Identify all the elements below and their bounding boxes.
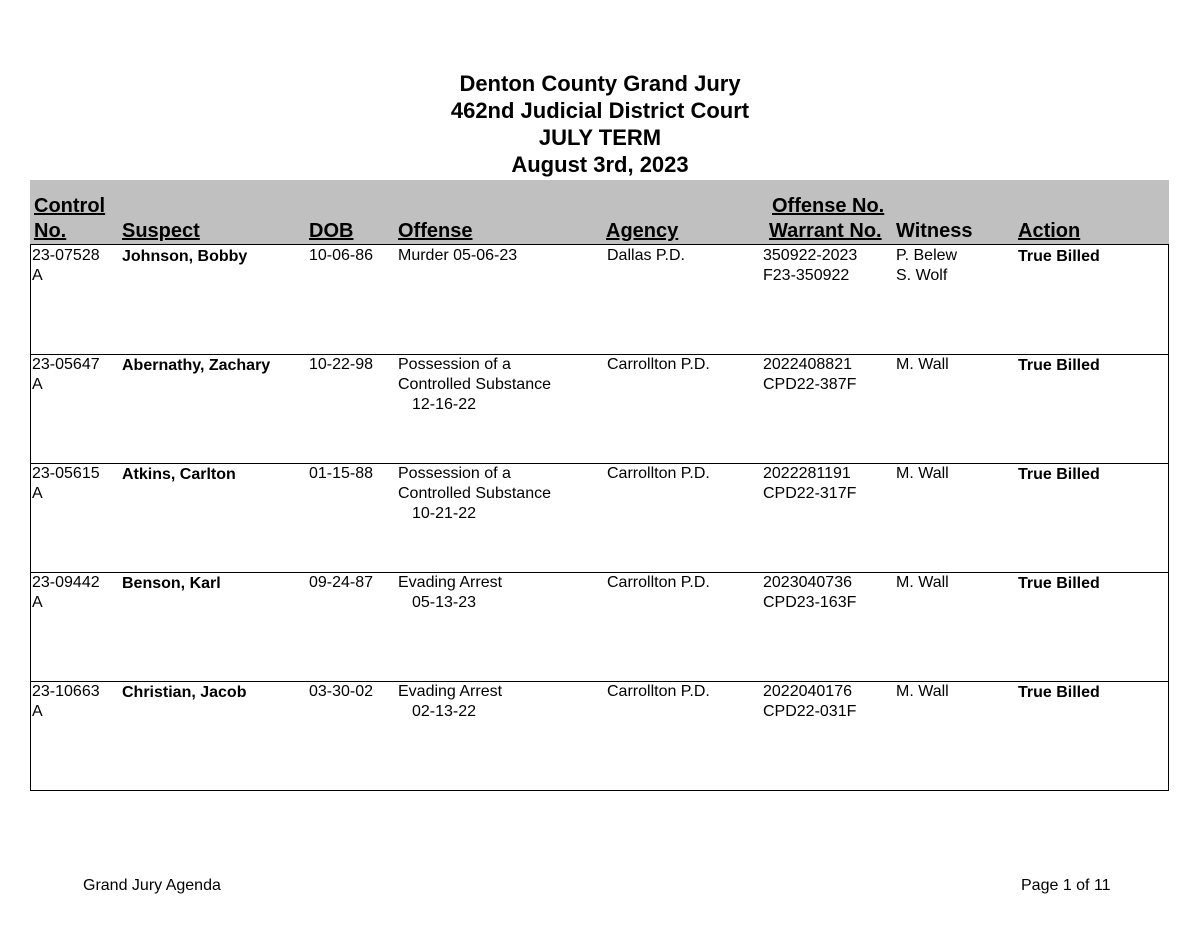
control-number: 23-05647 [32, 356, 100, 373]
dob: 10-06-86 [309, 247, 374, 264]
offense-date: 10-21-22 [412, 505, 477, 522]
control-number: 23-10663 [32, 683, 100, 700]
offense-line1: Evading Arrest [398, 574, 503, 591]
action: True Billed [1018, 466, 1100, 483]
action: True Billed [1018, 357, 1100, 374]
agency: Carrollton P.D. [607, 574, 710, 591]
page-number: Page 1 of 11 [1021, 877, 1111, 894]
action: True Billed [1018, 575, 1100, 592]
action: True Billed [1018, 248, 1100, 265]
agency: Carrollton P.D. [607, 683, 710, 700]
witness: M. Wall [896, 465, 949, 482]
title-court: 462nd Judicial District Court [450, 98, 750, 123]
witness: M. Wall [896, 356, 949, 373]
offense-line1: Evading Arrest [398, 683, 503, 700]
suspect-name: Christian, Jacob [122, 684, 247, 701]
offense-number: 2022408821 [763, 356, 852, 373]
warrant-number: CPD22-387F [763, 376, 857, 393]
offense-number: 350922-2023 [763, 247, 858, 264]
offense-number: 2022281191 [763, 465, 851, 482]
control-suffix: A [32, 594, 43, 611]
suspect-name: Abernathy, Zachary [122, 357, 271, 374]
control-number: 23-09442 [32, 574, 100, 591]
control-suffix: A [32, 267, 43, 284]
dob: 10-22-98 [309, 356, 374, 373]
header-offense: Offense [398, 220, 473, 242]
header-dob: DOB [309, 220, 354, 242]
warrant-number: CPD22-317F [763, 485, 857, 502]
header-control-line2: No. [34, 220, 67, 242]
control-suffix: A [32, 376, 43, 393]
witness: M. Wall [896, 683, 949, 700]
table-row [31, 681, 1168, 790]
footer-title: Grand Jury Agenda [83, 877, 221, 894]
agency: Dallas P.D. [607, 247, 685, 264]
document-title [0, 70, 1200, 178]
warrant-number: CPD22-031F [763, 703, 857, 720]
offense-line2: Controlled Substance [398, 485, 551, 502]
header-suspect: Suspect [122, 220, 200, 242]
action: True Billed [1018, 684, 1100, 701]
control-suffix: A [32, 485, 43, 502]
title-county: Denton County Grand Jury [459, 71, 741, 96]
title-term: JULY TERM [538, 125, 662, 150]
suspect-name: Atkins, Carlton [122, 466, 236, 483]
grand-jury-table [30, 244, 1169, 791]
offense-number: 2023040736 [763, 574, 852, 591]
control-number: 23-05615 [32, 465, 100, 482]
offense-number: 2022040176 [763, 683, 852, 700]
witness-2: S. Wolf [896, 267, 948, 284]
header-action: Action [1018, 220, 1081, 242]
witness: P. Belew [896, 247, 958, 264]
title-date: August 3rd, 2023 [511, 152, 689, 177]
dob: 03-30-02 [309, 683, 374, 700]
agency: Carrollton P.D. [607, 465, 710, 482]
control-number: 23-07528 [32, 247, 100, 264]
table-row [31, 463, 1168, 573]
control-suffix: A [32, 703, 43, 720]
dob: 09-24-87 [309, 574, 374, 591]
offense-line1: Murder 05-06-23 [398, 247, 518, 264]
table-row [31, 245, 1168, 355]
offense-date: 12-16-22 [412, 396, 477, 413]
agency: Carrollton P.D. [607, 356, 710, 373]
offense-line2: Controlled Substance [398, 376, 551, 393]
header-offense-no: Offense No. [772, 195, 885, 217]
witness: M. Wall [896, 574, 949, 591]
offense-line1: Possession of a [398, 356, 511, 373]
suspect-name: Benson, Karl [122, 575, 221, 592]
header-warrant-no: Warrant No. [769, 220, 882, 242]
offense-line1: Possession of a [398, 465, 511, 482]
warrant-number: CPD23-163F [763, 594, 857, 611]
dob: 01-15-88 [309, 465, 374, 482]
header-witness: Witness [896, 220, 973, 242]
header-agency: Agency [606, 220, 679, 242]
offense-date: 05-13-23 [412, 594, 477, 611]
table-row [31, 572, 1168, 682]
table-row [31, 354, 1168, 464]
warrant-number: F23-350922 [763, 267, 850, 284]
table-header [30, 180, 1169, 244]
header-control-line1: Control [34, 195, 106, 217]
suspect-name: Johnson, Bobby [122, 248, 248, 265]
offense-date: 02-13-22 [412, 703, 477, 720]
